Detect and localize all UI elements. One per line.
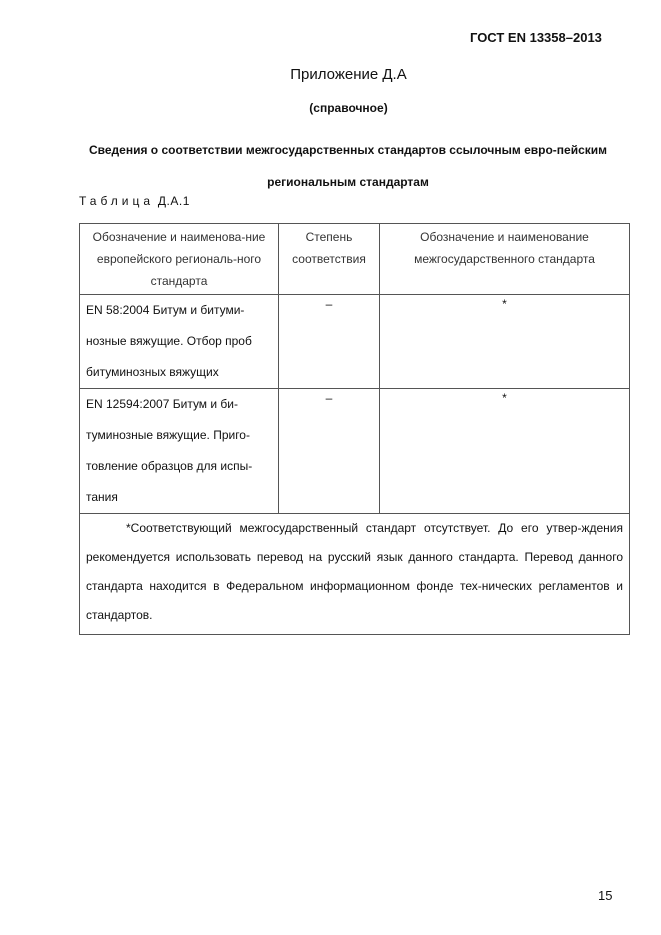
cell-degree: –	[279, 389, 380, 514]
page-number: 15	[598, 888, 613, 903]
header-interstate-standard: Обозначение и наименование межгосударственного стандарта	[380, 224, 630, 295]
standard-id: ГОСТ EN 13358–2013	[470, 30, 602, 45]
table-note-row	[80, 514, 630, 635]
header-european-standard: Обозначение и наименова-ние европейского региональ-ного стандарта	[80, 224, 279, 295]
table-note	[80, 514, 630, 635]
appendix-title: Приложение Д.А	[290, 66, 407, 83]
table-row	[80, 295, 630, 389]
appendix-description: Сведения о соответствии межгосударственных стандартов ссылочным евро-пейским региональным стандартам	[88, 143, 608, 189]
table-header-row	[80, 224, 630, 295]
reference-table	[79, 223, 630, 635]
table-row	[80, 389, 630, 514]
appendix-subtitle: (справочное)	[309, 101, 388, 115]
cell-degree: –	[279, 295, 380, 389]
header-degree: Степень соответствия	[279, 224, 380, 295]
cell-interstate-standard: *	[380, 295, 630, 389]
table-note-text: *Соответствующий межгосударственный стандарт отсутствует. До его утвер-ждения рекомендуется использовать перевод на русский язык данного стандарта. Перевод данного стандарта находится в Федеральном информационном фонде тех-нических регламентов и стандартов.	[86, 521, 623, 622]
cell-interstate-standard: *	[380, 389, 630, 514]
table-caption-word: Таблица	[79, 194, 155, 208]
cell-european-standard: EN 58:2004 Битум и битуми-нозные вяжущие. Отбор проб битуминозных вяжущих	[80, 295, 279, 389]
table-caption-number: Д.А.1	[157, 194, 190, 208]
table-caption	[79, 194, 190, 208]
cell-european-standard: EN 12594:2007 Битум и би-туминозные вяжущие. Приго-товление образцов для испы-тания	[80, 389, 279, 514]
